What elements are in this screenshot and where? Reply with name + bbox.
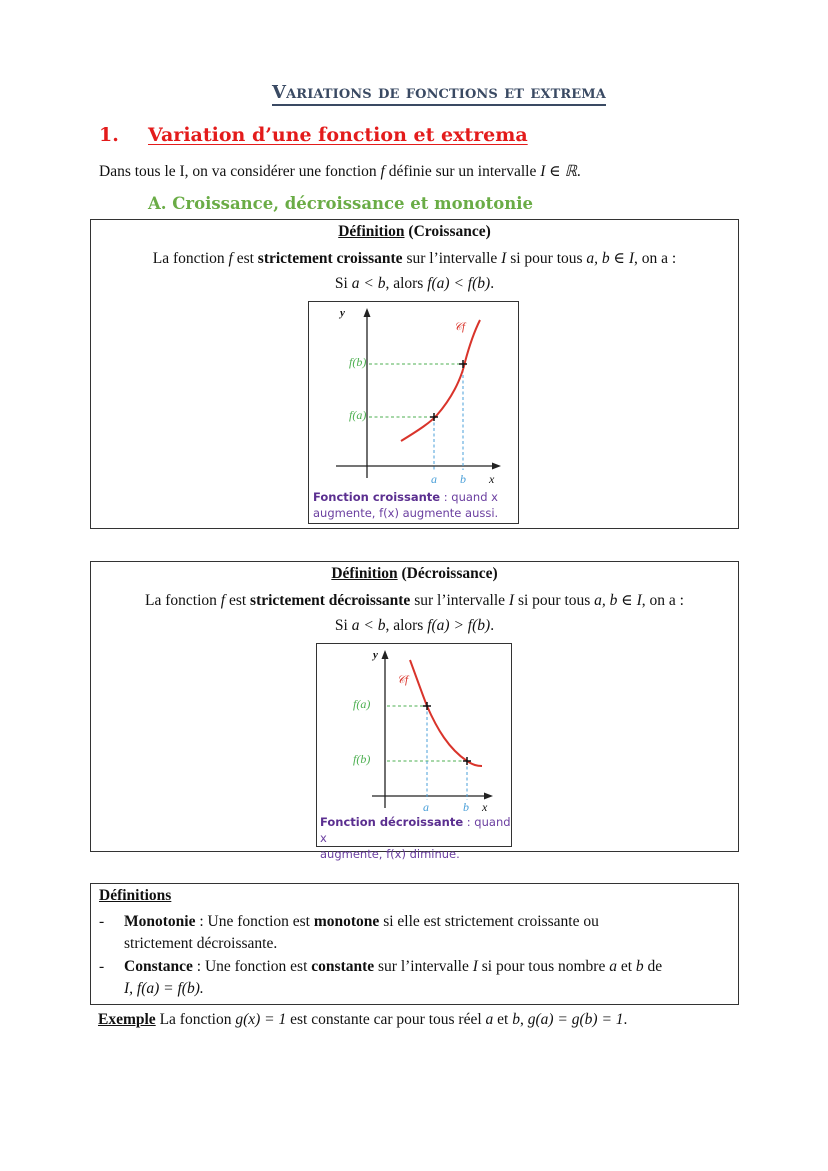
text: La fonction bbox=[155, 1011, 236, 1028]
example-line bbox=[98, 1011, 627, 1029]
graph-croissante bbox=[308, 301, 519, 524]
caption-text: : quand x bbox=[320, 815, 511, 845]
text: Si bbox=[334, 275, 352, 292]
bold-term: strictement croissante bbox=[257, 250, 403, 267]
math-condition: a < b bbox=[351, 275, 386, 292]
text: , alors bbox=[385, 617, 428, 634]
text: si pour tous nombre bbox=[477, 958, 610, 975]
example-label: Exemple bbox=[98, 1011, 156, 1028]
definition-condition bbox=[91, 275, 738, 293]
math-set: I ∈ ℝ bbox=[540, 163, 577, 180]
intro-paragraph bbox=[99, 162, 581, 181]
caption-text: : quand x bbox=[440, 490, 498, 504]
bullet-dash: - bbox=[99, 958, 105, 975]
definitions-heading bbox=[99, 887, 171, 905]
definition-box-decroissance bbox=[90, 561, 739, 861]
math-conclusion: f(a) > f(b) bbox=[427, 617, 491, 634]
caption-text: augmente, f(x) diminue. bbox=[320, 847, 460, 861]
text: sur l’intervalle bbox=[410, 592, 509, 609]
curve-label: 𝒞f bbox=[397, 674, 409, 686]
text: si elle est strictement croissante ou bbox=[379, 913, 599, 930]
fa-label: f(a) bbox=[353, 697, 371, 711]
heading-label: Définition bbox=[338, 223, 405, 240]
caption-text: augmente, f(x) augmente aussi. bbox=[313, 506, 499, 520]
graph-decroissante bbox=[316, 643, 512, 861]
text: est bbox=[232, 250, 258, 267]
b-tick-label: b bbox=[460, 472, 466, 486]
text: . bbox=[623, 1011, 628, 1028]
section-number: 1. bbox=[99, 124, 119, 146]
text: de bbox=[643, 958, 663, 975]
text: et bbox=[616, 958, 636, 975]
definition-box-croissance bbox=[90, 219, 739, 529]
fb-label: f(b) bbox=[353, 752, 371, 766]
definition-heading bbox=[91, 565, 738, 583]
text: est bbox=[225, 592, 251, 609]
text: , on a : bbox=[641, 592, 684, 609]
bold-term: constante bbox=[311, 958, 375, 975]
x-axis-label: x bbox=[482, 800, 488, 814]
term: Constance bbox=[124, 958, 193, 975]
caption-bold: Fonction décroissante bbox=[320, 815, 464, 829]
definition-heading bbox=[91, 223, 738, 241]
y-axis-label: y bbox=[373, 649, 378, 661]
graph-caption bbox=[313, 489, 498, 521]
math-ab: a, b ∈ I bbox=[586, 250, 635, 267]
bold-term: strictement décroissante bbox=[250, 592, 411, 609]
text: sur l’intervalle bbox=[402, 250, 502, 267]
curve-label: 𝒞f bbox=[454, 321, 466, 333]
caption-bold: Fonction croissante bbox=[313, 490, 441, 504]
x-axis-label: x bbox=[489, 472, 495, 486]
fa-label: f(a) bbox=[349, 408, 367, 422]
graph-caption bbox=[320, 814, 511, 862]
math-condition: a < b bbox=[351, 617, 386, 634]
math-b: b bbox=[635, 958, 644, 975]
intro-text: . bbox=[576, 163, 581, 180]
definition-condition bbox=[91, 617, 738, 635]
fb-label: f(b) bbox=[349, 355, 367, 369]
heading-suffix: (Croissance) bbox=[404, 223, 491, 240]
math-a: a bbox=[609, 958, 617, 975]
a-tick-label: a bbox=[431, 472, 437, 486]
text: . bbox=[490, 275, 495, 292]
math-a: a bbox=[485, 1011, 494, 1028]
text: , alors bbox=[385, 275, 428, 292]
definition-statement bbox=[91, 249, 738, 268]
text: est constante car pour tous réel bbox=[286, 1011, 486, 1028]
text: : Une fonction est bbox=[195, 913, 314, 930]
b-tick-label: b bbox=[463, 800, 469, 814]
section-1-heading bbox=[99, 124, 528, 146]
text: : Une fonction est bbox=[192, 958, 312, 975]
a-tick-label: a bbox=[423, 800, 429, 814]
math-conclusion: f(a) < f(b) bbox=[427, 275, 491, 292]
text: strictement décroissante. bbox=[124, 935, 278, 952]
text: Si bbox=[334, 617, 352, 634]
bullet-dash: - bbox=[99, 913, 105, 930]
text: , bbox=[519, 1011, 528, 1028]
math-I: I bbox=[501, 250, 507, 267]
text: et bbox=[493, 1011, 513, 1028]
y-axis-label: y bbox=[340, 307, 345, 319]
math-f: f bbox=[220, 592, 226, 609]
term: Monotonie bbox=[124, 913, 196, 930]
math-I: I bbox=[472, 958, 478, 975]
math-equation: I, f(a) = f(b). bbox=[124, 980, 204, 997]
text: si pour tous bbox=[506, 250, 587, 267]
definitions-box bbox=[90, 883, 739, 1005]
math-f: f bbox=[380, 163, 385, 180]
heading-suffix: (Décroissance) bbox=[397, 565, 498, 582]
math-I: I bbox=[508, 592, 515, 609]
math-gx: g(x) = 1 bbox=[235, 1011, 287, 1028]
text: sur l’intervalle bbox=[374, 958, 473, 975]
math-f: f bbox=[228, 250, 233, 267]
math-equation: g(a) = g(b) = 1 bbox=[527, 1011, 624, 1028]
heading-label: Définitions bbox=[99, 887, 172, 904]
section-title: Variation d’une fonction et extrema bbox=[148, 124, 528, 146]
math-b: b bbox=[512, 1011, 520, 1028]
text: . bbox=[490, 617, 495, 634]
text: La fonction bbox=[145, 592, 221, 609]
text: La fonction bbox=[152, 250, 229, 267]
definition-statement bbox=[91, 591, 738, 610]
heading-label: Définition bbox=[331, 565, 398, 582]
intro-text: définie sur un intervalle bbox=[384, 163, 541, 180]
document-title: Variations de fonctions et extrema bbox=[0, 82, 828, 103]
bold-term: monotone bbox=[313, 913, 380, 930]
text: si pour tous bbox=[514, 592, 595, 609]
intro-text: Dans tous le I, on va considérer une fonction bbox=[99, 163, 381, 180]
text: , on a : bbox=[634, 250, 677, 267]
subsection-a-heading: A. Croissance, décroissance et monotonie bbox=[148, 194, 534, 213]
math-ab: a, b ∈ I bbox=[594, 592, 642, 609]
